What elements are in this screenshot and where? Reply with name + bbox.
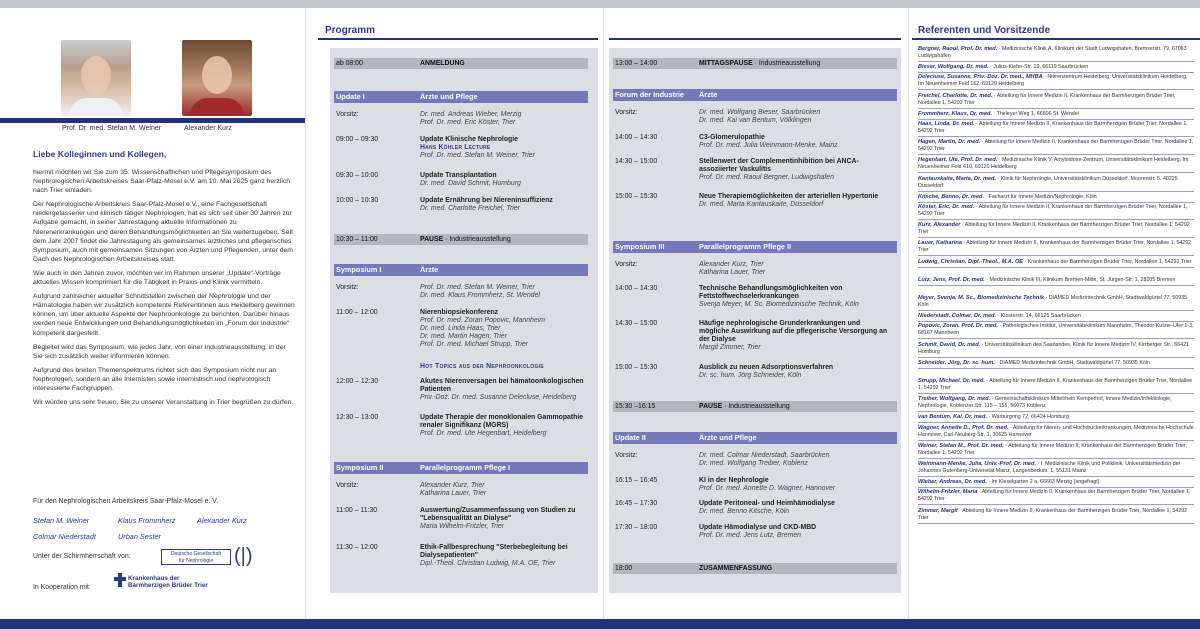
speaker-entry (918, 121, 1194, 137)
photo-caption: Alexander Kurz (184, 125, 232, 132)
dgn-logo: Deutsche Gesellschaft für Nephrologie (161, 549, 231, 565)
speaker-entry (918, 64, 1194, 73)
speaker-name: Kurz, Alexander (918, 222, 961, 229)
fold-line (305, 8, 306, 619)
speaker-name: Strupp, Michael, Dr. med. (918, 378, 985, 384)
letter-closing: Für den Nephrologischen Arbeitskreis Saar-Pfalz-Mosel e. V. (33, 498, 219, 505)
speaker-name: Köster, Eric, Dr. med. (918, 204, 975, 210)
speaker-name: Kitsche, Benno, Dr. med. (918, 193, 984, 200)
hot-topics-heading: Hot Topics aus der Nephroonkologie (420, 363, 544, 370)
registration-bar: ab 08:00 ANMELDUNG (334, 58, 588, 69)
speaker-entry (918, 360, 1194, 369)
speaker-affiliation: · Abteilung für Innere Medizin II, Krankenhaus der Barmherzigen Brüder Trier, Nordallee 1, 54292 Trier (918, 507, 1188, 521)
speaker-affiliation: · Abteilung für Innere Medizin II, Krankenhaus der Barmherzigen Brüder Trier, Nordallee 1, 54292 Trier (918, 139, 1194, 153)
program-rule (609, 38, 901, 40)
speaker-entry (918, 508, 1194, 524)
speaker-entry (918, 111, 1194, 120)
speaker-affiliation: · Medizinische Klinik III, Klinikum Bremen-Mitte, St. Jürgen-Str. 1, 28205 Bremen (984, 276, 1176, 283)
signature-name: Stefan M. Weiner (33, 516, 90, 525)
section-header-update-1: Update I Ärzte und Pflege (334, 91, 588, 103)
summary-bar: 18:00 ZUSAMMENFASSUNG (613, 563, 897, 574)
speaker-entry (918, 74, 1194, 90)
speaker-affiliation: · Klosterstr. 14, 66125 Saarbrücken (996, 313, 1081, 320)
section-header-symposium-2: Symposium II Parallelprogramm Pflege I (334, 462, 588, 474)
welcome-panel (0, 8, 305, 619)
bottom-strip (0, 619, 1200, 629)
pause-bar: 10:30 – 11:00 PAUSE · Industrieausstellung (334, 234, 588, 245)
letter-paragraph: Wie auch in den Jahren zuvor, möchten wir im Rahmen unserer „Update“-Vorträge aktuelles Wissen komprimiert für die Tätigkeit in Praxis und Klinik vermitteln. (33, 269, 281, 287)
letter-paragraph: Begleitet wird das Symposium, wie jedes Jahr, von einer Industrieausstellung, in der Sie sich zusätzlich weiter informieren können. (33, 343, 286, 360)
section-header-symposium-1: Symposium I Ärzte (334, 264, 588, 276)
speaker-name: Lutz, Jens, Prof. Dr. med. (918, 276, 985, 283)
speaker-entry (918, 342, 1194, 358)
speaker-entry (918, 139, 1194, 155)
speaker-name: Niederstadt, Colmar, Dr. med. (918, 313, 997, 320)
speaker-name: Hagen, Martin, Dr. med. (918, 139, 981, 146)
speakers-rule (912, 38, 1200, 40)
speaker-entry (918, 46, 1194, 62)
speaker-name: Frommherz, Klaus, Dr. med. (918, 110, 992, 117)
dgn-arc-icon: (|) (234, 545, 253, 567)
signature-row (33, 532, 161, 541)
signature-row (33, 516, 247, 525)
signature-name: Alexander Kurz (197, 516, 247, 525)
letter-paragraph: Aufgrund des breiten Themenspektrums richtet sich das Symposium nicht nur an Nephrologen, sondern an alle Internisten sowie internistisch und nephrologisch interessierte Fachgruppen. (33, 366, 277, 392)
speaker-name: Freichel, Charlotte, Dr. med. (918, 92, 993, 99)
lunch-bar: 13:00 – 14:00 MITTAGSPAUSE · Industrieausstellung (613, 58, 897, 69)
section-header-update-2: Update II Ärzte und Pflege (613, 432, 897, 444)
speaker-affiliation: · Klinik für Nephrologie, Universitätsklinikum Düsseldorf, Moorenstr. 5, 40225 Düsseldorf (918, 175, 1178, 189)
speaker-name: Treiber, Wolfgang, Dr. med. (918, 396, 991, 403)
photo-caption: Prof. Dr. med. Stefan M. Weiner (62, 125, 162, 132)
speaker-entry (918, 489, 1194, 505)
speaker-entry (918, 176, 1194, 192)
speaker-name: van Bentum, Kai, Dr. med. (918, 414, 988, 421)
speaker-entry (918, 425, 1194, 441)
letter-paragraph: Aufgrund zahlreicher aktueller Schnittstellen zwischen der Nephrologie und der Hämatologie haben wir zusätzlich kompetente Referentinnen aus Heidelberg gewinnen können, um über aktuelle Aspekte der Nephroonkologie zu berichten. Darüber hinaus werden neue Entwicklungen und Behandlungsmöglichkeiten im „Forum der Industrie“ kompetent dargestellt. (33, 293, 295, 337)
speaker-affiliation: · Abteilung für Innere Medizin II, Krankenhaus der Barmherzigen Brüder Trier, Nordallee 1, 54292 Trier (918, 442, 1187, 456)
speaker-affiliation: · Abteilung für Nieren- und Hochdruckerkrankungen, Medizinische Hochschule Hannover, Carl-Neuberg-Str. 1, 30625 Hannover (918, 424, 1194, 438)
speaker-affiliation: · Abteilung für Innere Medizin II, Krankenhaus der Barmherzigen Brüder Trier, Nordallee 1, 54292 Trier (918, 240, 1192, 254)
fold-line (908, 8, 909, 619)
speaker-entry (918, 157, 1194, 173)
section-rule (0, 118, 305, 123)
speaker-entry (918, 204, 1194, 220)
patronage-label: Unter der Schirmherrschaft von: (33, 553, 131, 560)
speaker-entry (918, 313, 1194, 322)
speaker-name: Wagner, Annette D., Prof. Dr. med. (918, 424, 1009, 431)
welcome-letter (33, 168, 295, 412)
speaker-name: Bergner, Raoul, Prof. Dr. med. (918, 46, 998, 52)
speaker-name: Bieser, Wolfgang, Dr. med. (918, 64, 989, 71)
speaker-affiliation: · DIAMED Medizintechnik GmbH, Stadtwaldgürtel 77, 50935 Köln (918, 295, 1188, 308)
speaker-affiliation: · I. Medizinische Klinik und Poliklinik, Universitätsmedizin der Johannes Gutenberg-Universität Mainz, Langenbeckstr. 1, 55131 Mainz (918, 461, 1181, 474)
speaker-entry (918, 277, 1194, 286)
speaker-entry (918, 222, 1194, 238)
speaker-affiliation: · Medizinische Klinik V, Amyloidose-Zentrum, Universitätsklinikum Heidelberg, Im Neuenheimer Feld 410, 69120 Heidelberg (918, 157, 1189, 171)
speaker-name: Weinmann-Menke, Julia, Univ.-Prof. Dr. med. (918, 461, 1037, 467)
portrait-photo-kurz (182, 40, 252, 116)
speaker-name: Kantauskaite, Marta, Dr. med. (918, 175, 997, 182)
speaker-entry (918, 240, 1194, 256)
speaker-entry (918, 93, 1194, 109)
speaker-entry (918, 259, 1194, 268)
speaker-affiliation: · Abteilung für Innere Medizin II, Krankenhaus der Barmherzigen Brüder Trier, Nordallee 1, 54292 Trier (918, 121, 1188, 134)
speaker-name: Haas, Linda, Dr. med. (918, 121, 975, 127)
speaker-name: Schneider, Jörg, Dr. sc. hum. (918, 359, 995, 366)
speaker-name: Popovic, Zoran, Prof. Dr. med. (918, 323, 998, 330)
portrait-photo-weiner (61, 40, 131, 116)
section-header-forum: Forum der Industrie Ärzte (613, 89, 897, 101)
speaker-affiliation: · Krankenhaus der Barmherzigen Brüder Trier, Nordallee 1, 54292 Trier (1023, 258, 1192, 265)
speaker-affiliation: · DIAMED Medizintechnik GmbH, Stadtwaldgürtel 77, 50935 Köln (994, 359, 1150, 366)
speaker-name: Delecluse, Susanne, Priv.-Doz. Dr. med., MHBA (918, 74, 1043, 81)
speaker-affiliation: · Im Kieselgarten 2 a, 66663 Merzig (angefragt) (986, 479, 1100, 486)
speaker-entry (918, 443, 1194, 459)
cooperation-label: In Kooperation mit: (33, 584, 91, 591)
speaker-entry (918, 479, 1194, 488)
speaker-entry (918, 396, 1194, 412)
speaker-name: Lauer, Katharina (918, 240, 962, 247)
speaker-name: Zimmer, Margit (918, 507, 958, 514)
speaker-affiliation: · Facharzt für Innere Medizin/Nephrologie, Köln (983, 193, 1097, 200)
signature-name: Klaus Frommherz (118, 516, 176, 525)
speaker-name: Hegenbart, Ute, Prof. Dr. med. (918, 157, 998, 164)
speaker-affiliation: · Abteilung für Innere Medizin II, Krankenhaus der Barmherzigen Brüder Trier, Nordallee 1, 54292 Trier (918, 92, 1176, 106)
speaker-affiliation: · Warburgring 72, 66424 Homburg (987, 414, 1069, 421)
speaker-affiliation: · Abteilung für Innere Medizin II, Krankenhaus der Barmherzigen Brüder Trier, Nordallee 1, 54292 Trier (918, 489, 1191, 503)
speaker-affiliation: · Abteilung für Innere Medizin II, Krankenhaus der Barmherzigen Brüder Trier, Nordallee 1, 54292 Trier (918, 204, 1188, 217)
speaker-name: Schmit, David, Dr. med. (918, 341, 981, 348)
greeting: Liebe Kolleginnen und Kollegen, (33, 149, 167, 159)
program-rule (318, 38, 598, 40)
cross-logo-icon (114, 573, 126, 587)
program-title: Programm (325, 25, 376, 36)
speaker-entry (918, 461, 1194, 477)
speaker-name: Meyer, Svenja, M. Sc., Biomedizinische Technik (918, 295, 1045, 301)
pause-bar: 15:30 –16:15 PAUSE · Industrieausstellung (613, 401, 897, 412)
letter-paragraph: Wir würden uns sehr freuen, Sie zu unserer Veranstaltung in Trier begrüßen zu dürfen. (33, 399, 294, 407)
speaker-name: Weiner, Stefan M., Prof. Dr. med. (918, 442, 1004, 449)
speaker-entry (918, 378, 1194, 394)
speaker-entry (918, 414, 1194, 423)
top-strip (0, 0, 1200, 8)
speaker-entry (918, 323, 1194, 339)
speaker-affiliation: · Nierenzentrum Heidelberg, Universitätsklinikum Heidelberg, Im Neuenheimer Feld 162, 69120 Heidelberg (918, 74, 1188, 88)
letter-paragraph: hiermit möchten wir Sie zum 35. Wissenschaftlichen und Pflegesymposium des Nephrologischen Arbeitskreises Saar-Pfalz-Mosel e.V. am 10. Mai 2025 ganz herzlich nach Trier einladen. (33, 169, 291, 195)
speaker-affiliation: · Julius-Kiefer-Str. 19, 66119 Saarbrücken (988, 64, 1089, 71)
speaker-name: Wieber, Andreas, Dr. med. (918, 479, 987, 486)
letter-paragraph: Der Nephrologische Arbeitskreis Saar-Pfalz-Mosel e.V., eine Fachgesellschaft niedergelassener und klinisch tätiger Nephrologen, hat es sich seit über 30 Jahren zur Aufgabe gemacht, in seiner Jahrestagung aktuelle Informationen zu Nierenerkrankungen und deren Behandlungsmöglichkeiten an Sie weiterzugeben. Seit dem Jahr 2007 findet die Jahrestagung als gemeinsames ärztliches und pflegerisches Symposium, auch mit gemeinsamen Sitzungen von Ärzten und Pflegenden, unter dem Dach des Nephrologischen Arbeitskreises statt. (33, 201, 293, 263)
speaker-affiliation: · Pathologisches Institut, Universitätsklinikum Mannheim, Theodor-Kutzer-Ufer 1-3, 68167 Mannheim (918, 323, 1194, 337)
speaker-entry (918, 194, 1194, 203)
speaker-affiliation: · Gemeinschaftsklinikum Mittelrhein Kemperhof, Innere Medizin/Infektiologie, Nephrologie, Koblenzer Str. 115 – 155, 56073 Koblenz (918, 396, 1172, 410)
section-header-symposium-3: Symposium III Parallelprogramm Pflege II (613, 241, 897, 253)
speakers-title: Referenten und Vorsitzende (918, 25, 1051, 36)
speaker-affiliation: · Abteilung für Innere Medizin II, Krankenhaus der Barmherzigen Brüder Trier, Nordallee 1, 54292 Trier (918, 378, 1193, 391)
speaker-affiliation: · Theleyer Weg 1, 66606 St. Wendel (991, 110, 1079, 117)
signature-name: Colmar Niederstadt (33, 532, 96, 541)
speaker-name: Ludwig, Christian, Dipl.-Theol., M.A. OE (918, 258, 1024, 265)
speaker-affiliation: · Abteilung für Innere Medizin II, Krankenhaus der Barmherzigen Brüder Trier, Nordallee 1, 54292 Trier (918, 222, 1190, 236)
speaker-affiliation: · Universitätsklinikum des Saarlandes, Klinik für Innere Medizin IV, Kirrberger Str., 66421 Homburg (918, 341, 1190, 355)
signature-name: Urban Sester (118, 532, 161, 541)
speaker-entry (918, 295, 1194, 311)
fold-line (603, 8, 604, 619)
hospital-logo-text: Krankenhaus der Barmherzigen Brüder Trier (128, 575, 208, 589)
speaker-name: Wilhelm-Fritzler, Maria (918, 489, 978, 496)
speaker-affiliation: · Medizinische Klinik A, Klinikum der Stadt Ludwigshafen, Bremserstr. 79, 67063 Ludwigshafen (918, 46, 1187, 59)
